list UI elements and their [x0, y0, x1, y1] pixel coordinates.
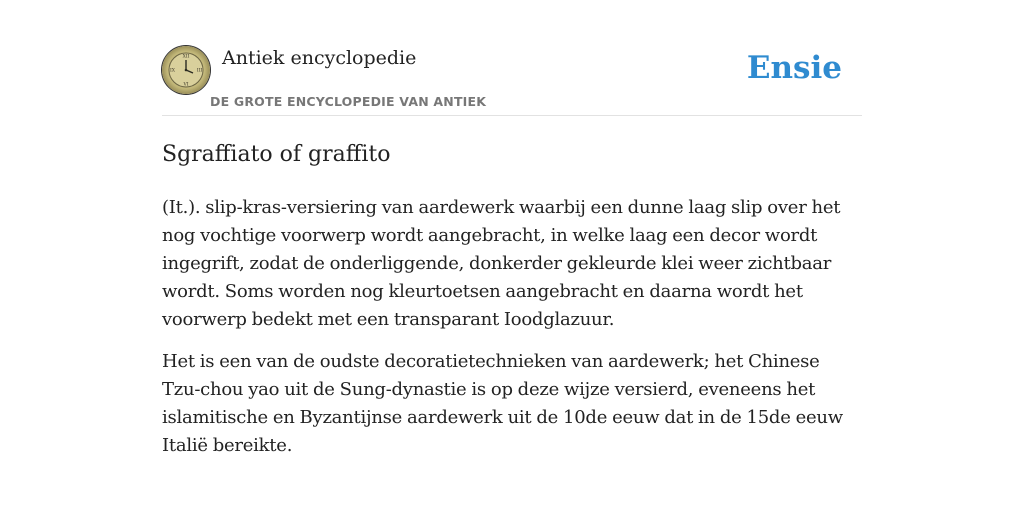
svg-text:IX: IX — [170, 68, 175, 74]
article-title: Sgraffiato of graffito — [162, 142, 391, 167]
article — [162, 138, 862, 474]
svg-text:III: III — [196, 68, 203, 74]
site-title[interactable]: Antiek encyclopedie — [222, 47, 417, 69]
site-subtitle: DE GROTE ENCYCLOPEDIE VAN ANTIEK — [210, 94, 487, 109]
article-paragraph: Het is een van de oudste decoratietechnieken van aardewerk; het Chinese Tzu-chou yao uit de Sung-dynastie is op deze wijze versierd, eveneens het islamitische en Byzantijnse aardewerk uit de 10de eeuw dat in de 15de eeuw Italië bereikte. — [162, 351, 843, 456]
svg-text:VI: VI — [183, 82, 189, 88]
antique-clock-icon[interactable] — [162, 46, 210, 94]
site-header — [162, 46, 862, 116]
ensie-brand-logo[interactable]: Ensie — [746, 50, 842, 86]
clock-face-graphic — [162, 46, 210, 94]
article-paragraph: (It.). slip-kras-versiering van aardewerk waarbij een dunne laag slip over het nog vochtige voorwerp wordt aangebracht, in welke laag een decor wordt ingegrift, zodat de onderliggende, donkerder gekleurde klei weer zichtbaar wordt. Soms worden nog kleurtoetsen aangebracht en daarna wordt het voorwerp bedekt met een transparant Ioodglazuur. — [162, 197, 841, 330]
svg-text:XII: XII — [182, 54, 190, 60]
